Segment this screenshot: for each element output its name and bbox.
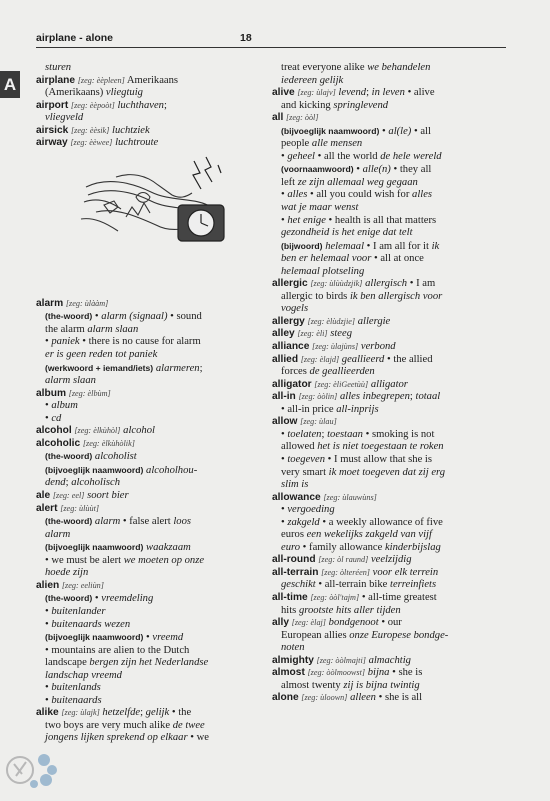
entry-line: (bijwoord) helemaal • I am all for it ik (281, 240, 440, 252)
entry-line: vliegveld (45, 112, 84, 124)
entry-line: iedereen gelijk (281, 74, 344, 86)
entry-line: • toelaten; toestaan • smoking is not (281, 428, 435, 440)
entry-headword-line: airplane [zeg: èèpleen] Amerikaans (36, 74, 179, 86)
entry-headword-line: allied [zeg: èlajd] geallieerd • the allied (272, 353, 433, 365)
entry-line: • buitenlands (45, 682, 101, 694)
entry-line: allergic to birds ik ben allergisch voor (281, 290, 443, 302)
entry-headword-line: album [zeg: èlbùm] (36, 387, 111, 399)
entry-headword-line: airway [zeg: èèwee] luchtroute (36, 137, 159, 149)
page-header (36, 32, 506, 48)
entry-headword-line: alligator [zeg: èliGeetùù] alligator (272, 378, 408, 390)
entry-line: • toegeven • I must allow that she is (281, 453, 433, 465)
entry-line: • zakgeld • a weekly allowance of five (281, 516, 443, 528)
entry-headword-line: alone [zeg: ùloown] alleen • she is all (272, 692, 423, 704)
entry-headword-line: alive [zeg: ùlajv] levend; in leven • alive (272, 87, 435, 99)
entry-line: the alarm alarm slaan (45, 323, 139, 335)
entry-headword-line: alike [zeg: ùlajk] hetzelfde; gelijk • the (36, 707, 192, 719)
watermark-logo (2, 746, 64, 792)
entry-headword-line: all-round [zeg: òl raund] veelzijdig (272, 554, 412, 566)
entry-line: euro • family allowance kinderbijslag (281, 541, 441, 553)
entry-headword-line: almighty [zeg: òòlmajti] almachtig (272, 654, 411, 666)
entry-line: sturen (45, 62, 72, 73)
entry-line: people alle mensen (281, 138, 363, 150)
entry-line: hits grootste hits aller tijden (281, 604, 401, 616)
entry-line: wat je maar wenst (281, 202, 359, 214)
entry-line: treat everyone alike we behandelen (281, 62, 431, 73)
entry-line: landscape bergen zijn het Nederlandse (45, 657, 209, 669)
entry-headword-line: airsick [zeg: èèsik] luchtziek (36, 124, 150, 136)
right-column (272, 62, 506, 705)
entry-headword-line: ally [zeg: èlaj] bondgenoot • our (272, 617, 402, 629)
entry-headword-line: airport [zeg: èèpoòt] luchthaven; (36, 99, 167, 111)
entry-headword-line: almost [zeg: òòlmoowst] bijna • she is (272, 667, 423, 679)
page-number: 18 (240, 32, 252, 44)
entry-line: (bijvoeglijk naamwoord) waakzaam (45, 542, 191, 554)
entry-line: gezondheid is het enige dat telt (281, 227, 413, 239)
entry-line: • paniek • there is no cause for alarm (45, 336, 201, 348)
entry-line: helemaal plotseling (281, 265, 365, 277)
entry-line: (the-woord) alcoholist (45, 451, 137, 463)
entry-line: • cd (45, 412, 62, 424)
entry-line: (voornaamwoord) • alle(n) • they all (281, 164, 432, 176)
entry-line: vogels (281, 303, 309, 315)
entry-headword-line: allowance [zeg: ùlauwùns] (272, 491, 377, 503)
entry-headword-line: allow [zeg: ùlau] (272, 416, 337, 428)
entry-line: • buitenlander (45, 605, 106, 617)
entry-line: allowed het is niet toegestaan te roken (281, 441, 444, 453)
entry-headword-line: alcoholic [zeg: èlkùhòlik] (36, 437, 135, 449)
entry-headword-line: alien [zeg: eeliùn] (36, 579, 104, 591)
entry-line: • geheel • all the world de hele wereld (281, 150, 442, 162)
entry-line: • album (45, 400, 78, 412)
entry-line: (bijvoeglijk naamwoord) • al(le) • all (281, 125, 431, 137)
entry-headword-line: allergic [zeg: ùlùùdzjik] allergisch • I am (272, 278, 436, 290)
entry-headword-line: alley [zeg: èli] steeg (272, 328, 353, 340)
entry-line: • buitenaards wezen (45, 618, 131, 630)
letter-tab: A (0, 71, 20, 98)
entry-line: slim is (281, 479, 309, 491)
entry-line: • mountains are alien to the Dutch (45, 644, 190, 656)
entry-line: ben er helemaal voor • all at once (281, 253, 424, 265)
entry-line: geschikt • all-terrain bike terreinfiets (281, 579, 437, 591)
airsick-illustration (76, 147, 236, 257)
entry-headword-line: all-time [zeg: òòl'tajm] • all-time greatest (272, 591, 437, 603)
entry-line: (the-woord) • alarm (signaal) • sound (45, 311, 202, 323)
entry-line: alarm (45, 528, 71, 540)
entry-line: • vergoeding (281, 504, 335, 516)
entry-line: European allies onze Europese bondge- (281, 629, 449, 641)
entry-headword-line: alcohol [zeg: èlkùhòl] alcohol (36, 425, 155, 437)
entry-line: euros een wekelijks zakgeld van vijf (281, 529, 432, 541)
entry-line: er is geen reden tot paniek (45, 349, 158, 361)
entry-headword-line: alert [zeg: ùlùùt] (36, 502, 100, 514)
entry-headword-line: allergy [zeg: èlùdzjie] allergie (272, 315, 391, 327)
entry-line: (the-woord) • vreemdeling (45, 593, 154, 605)
entry-line: • alles • all you could wish for alles (281, 189, 433, 201)
entry-line: (werkwoord + iemand/iets) alarmeren; (45, 362, 203, 374)
guide-words: airplane - alone (36, 32, 114, 44)
entry-line: • het enige • health is all that matters (281, 214, 437, 226)
entry-line: forces de geallieerden (281, 366, 375, 378)
entry-line: (bijvoeglijk naamwoord) alcoholhou- (45, 464, 198, 476)
entry-headword-line: alarm [zeg: ùlààm] (36, 297, 109, 309)
entry-line: jongens lijken sprekend op elkaar • we (45, 732, 209, 744)
entry-headword-line: all [zeg: òòl] (272, 112, 319, 124)
entry-line: • all-in price all-inprijs (281, 403, 379, 415)
entry-headword-line: all-in [zeg: òòlin] alles inbegrepen; totaal (272, 391, 441, 403)
entry-line: (Amerikaans) vliegtuig (45, 87, 143, 99)
entry-line: alarm slaan (45, 375, 96, 387)
entry-line: almost twenty zij is bijna twintig (281, 679, 420, 691)
entry-headword-line: ale [zeg: eel] soort bier (36, 490, 129, 502)
entry-headword-line: alliance [zeg: ùlajùns] verbond (272, 341, 396, 353)
entry-line: left ze zijn allemaal weg gegaan (281, 176, 418, 188)
entry-line: landschap vreemd (45, 669, 122, 681)
entry-line: • we must be alert we moeten op onze (45, 554, 205, 566)
entry-line: • buitenaards (45, 694, 102, 706)
entry-line: and kicking springlevend (281, 99, 389, 111)
entry-line: very smart ik moet toegeven dat zij erg (281, 466, 446, 478)
entry-line: noten (281, 642, 305, 654)
entry-headword-line: all-terrain [zeg: òlteréen] voor elk terrein (272, 566, 439, 578)
entry-line: (the-woord) alarm • false alert loos (45, 516, 192, 528)
entry-line: dend; alcoholisch (45, 477, 121, 489)
entry-line: (bijvoeglijk naamwoord) • vreemd (45, 632, 184, 644)
entry-line: hoede zijn (45, 567, 89, 579)
entry-line: two boys are very much alike de twee (45, 719, 205, 731)
